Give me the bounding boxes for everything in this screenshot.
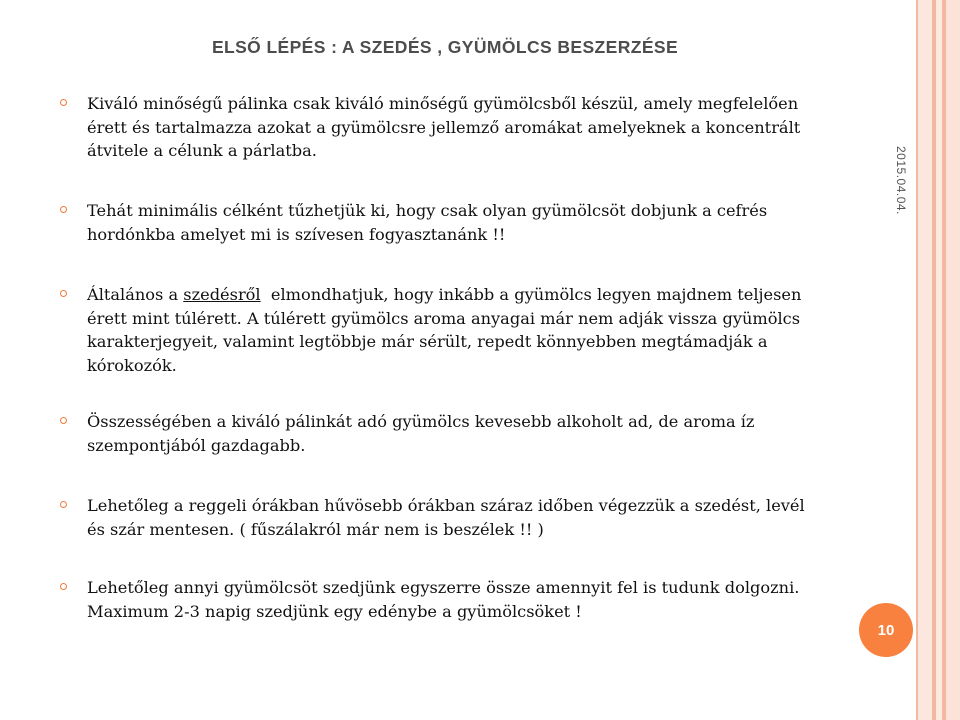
bullet-text-start: Általános a bbox=[87, 285, 184, 304]
bullet-text: Lehetőleg annyi gyümölcsöt szedjünk egyszerre össze amennyit fel is tudunk dolgozni. Maximum 2-3 napig szedjünk egy edénybe a gyümölcsöket ! bbox=[87, 578, 800, 621]
bullet-item bbox=[60, 494, 820, 541]
bullet-item bbox=[60, 199, 820, 246]
bullet-circle-icon bbox=[60, 417, 67, 424]
bullet-item bbox=[60, 576, 820, 623]
slide-date: 2015.04.04. bbox=[894, 146, 908, 215]
bullet-item bbox=[60, 410, 820, 457]
bullet-circle-icon bbox=[60, 290, 67, 297]
bullet-text-end: elmondhatjuk, hogy inkább a gyümölcs legyen majdnem teljesen érett mint túlérett. A túlérett gyümölcs aroma anyagai már nem adják vissza gyümölcs karakterjegyeit, valamint legtöbbje már sérült, repedt könnyebben megtámadják a kórokozók. bbox=[87, 285, 807, 375]
bullet-item bbox=[60, 283, 820, 377]
bullet-text: Összességében a kiváló pálinkát adó gyümölcs kevesebb alkoholt ad, de aroma íz szempontjából gazdagabb. bbox=[87, 412, 755, 455]
frame-stripe-6 bbox=[946, 0, 960, 720]
bullet-text bbox=[87, 283, 820, 377]
bullet-text: Kiváló minőségű pálinka csak kiváló minőségű gyümölcsből készül, amely megfelelően érett és tartalmazza azokat a gyümölcsre jellemző aromákat amelyeknek a koncentrált átvitele a célunk a párlatba. bbox=[87, 94, 801, 160]
bullet-item bbox=[60, 92, 820, 163]
frame-stripe-2 bbox=[918, 0, 932, 720]
bullet-circle-icon bbox=[60, 501, 67, 508]
bullet-circle-icon bbox=[60, 99, 67, 106]
bullet-circle-icon bbox=[60, 583, 67, 590]
bullet-text: Tehát minimális célként tűzhetjük ki, hogy csak olyan gyümölcsöt dobjunk a cefrés hordónkba amelyet mi is szívesen fogyasztanánk !! bbox=[87, 201, 768, 244]
page-number-badge: 10 bbox=[859, 603, 913, 657]
bullet-circle-icon bbox=[60, 206, 67, 213]
slide-title: ELSŐ LÉPÉS : A SZEDÉS , GYÜMÖLCS BESZERZÉSE bbox=[211, 37, 679, 57]
underlined-term: szedésről bbox=[183, 285, 261, 304]
bullet-text: Lehetőleg a reggeli órákban hűvösebb órákban száraz időben végezzük a szedést, levél és szár mentesen. ( fűszálakról már nem is beszélek !! ) bbox=[87, 496, 805, 539]
